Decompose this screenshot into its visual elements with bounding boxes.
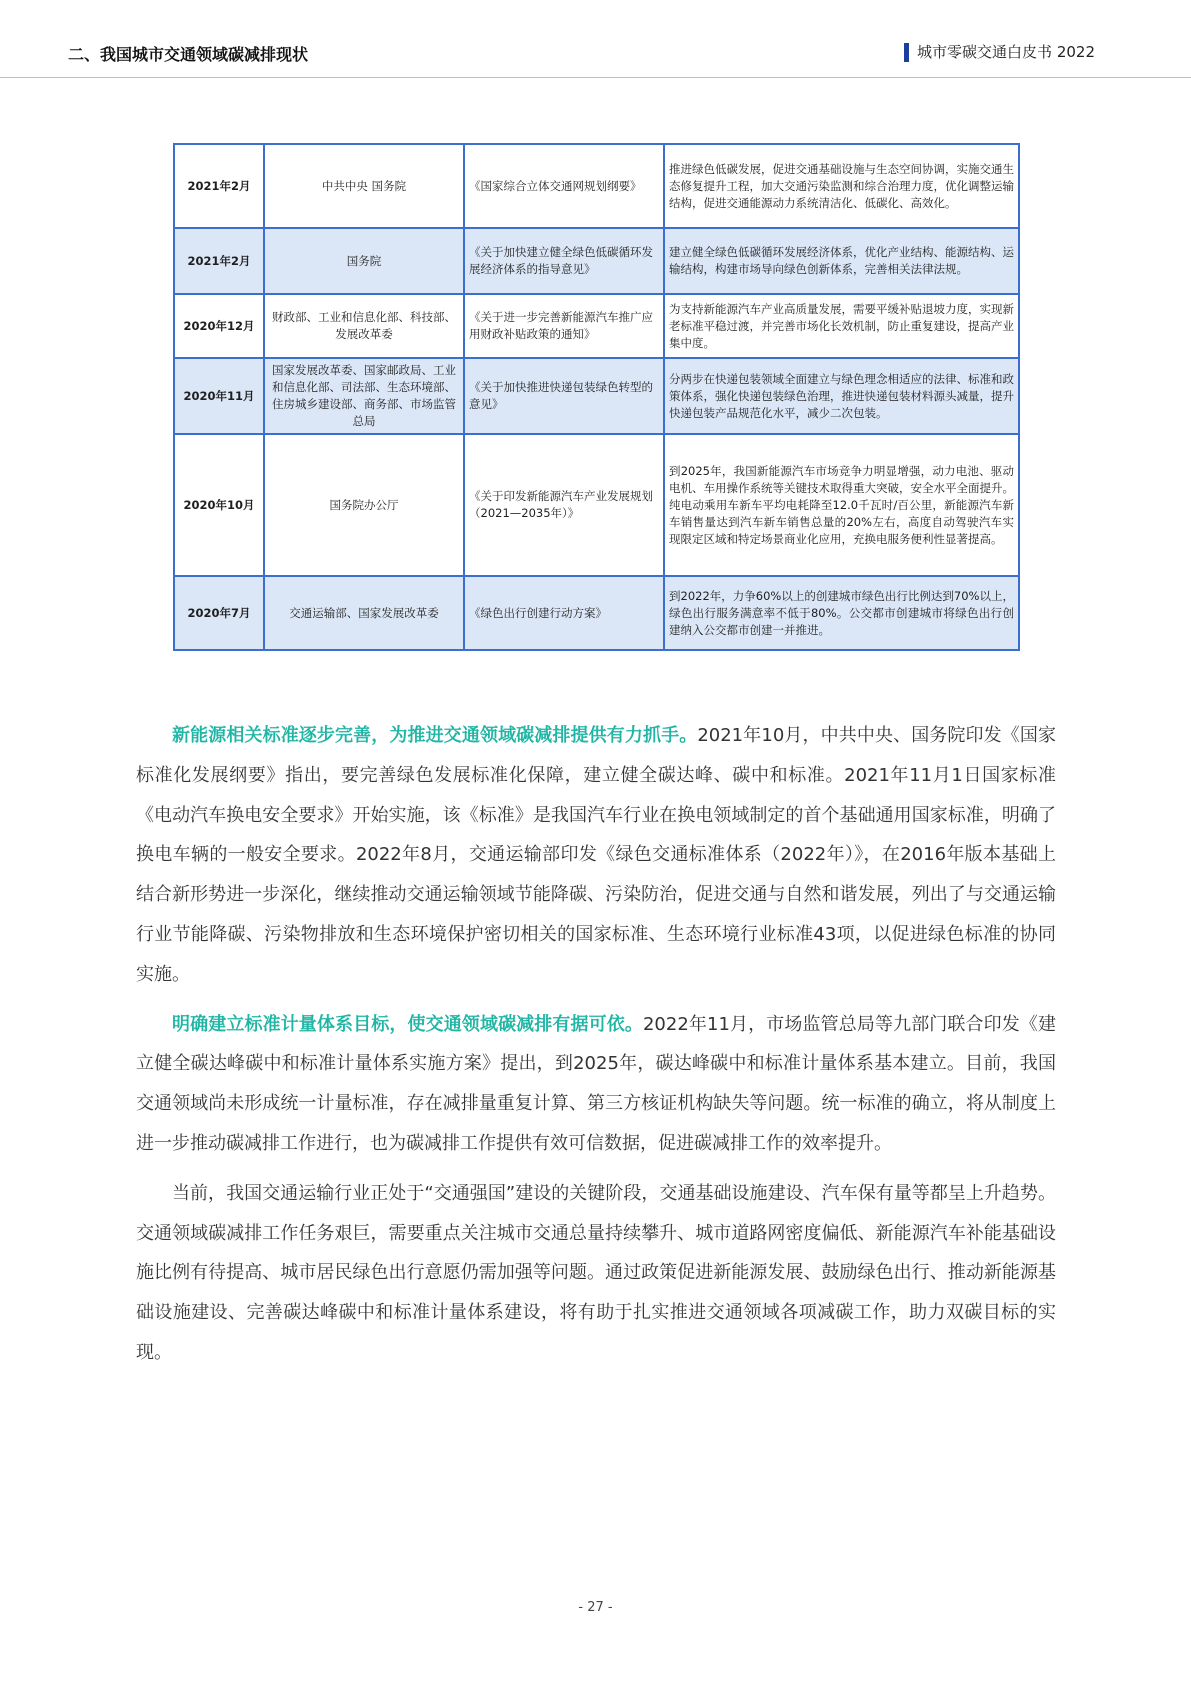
cell-date: 2021年2月: [174, 144, 264, 228]
table-row: [174, 576, 1019, 650]
cell-date: 2020年10月: [174, 434, 264, 576]
table-row: [174, 228, 1019, 294]
body-text: [136, 716, 1056, 1383]
cell-content: 分两步在快递包装领域全面建立与绿色理念相适应的法律、标准和政策体系，强化快递包装绿色治理，推进快递包装材料源头减量，提升快递包装产品规范化水平，减少二次包装。: [664, 358, 1019, 434]
cell-document: 《国家综合立体交通网规划纲要》: [464, 144, 664, 228]
table-row: [174, 144, 1019, 228]
cell-agency: 国务院: [264, 228, 464, 294]
paragraph: [136, 716, 1056, 995]
paragraph-text: 2021年10月，中共中央、国务院印发《国家标准化发展纲要》指出，要完善绿色发展标准化保障，建立健全碳达峰、碳中和标准。2021年11月1日国家标准《电动汽车换电安全要求》开始实施，该《标准》是我国汽车行业在换电领域制定的首个基础通用国家标准，明确了换电车辆的一般安全要求。2022年8月，交通运输部印发《绿色交通标准体系（2022年）》，在2016年版本基础上结合新形势进一步深化，继续推动交通运输领域节能降碳、污染防治，促进交通与自然和谐发展，列出了与交通运输行业节能降碳、污染物排放和生态环境保护密切相关的国家标准、生态环境行业标准43项，以促进绿色标准的协同实施。: [136, 725, 1056, 985]
cell-content: 建立健全绿色低碳循环发展经济体系，优化产业结构、能源结构、运输结构，构建市场导向绿色创新体系，完善相关法律法规。: [664, 228, 1019, 294]
cell-date: 2020年12月: [174, 294, 264, 358]
cell-document: 《关于印发新能源汽车产业发展规划（2021—2035年）》: [464, 434, 664, 576]
table-row: [174, 294, 1019, 358]
cell-agency: 财政部、工业和信息化部、科技部、发展改革委: [264, 294, 464, 358]
paragraph: [136, 1174, 1056, 1373]
paragraph-text: 2022年11月，市场监管总局等九部门联合印发《建立健全碳达峰碳中和标准计量体系实施方案》提出，到2025年，碳达峰碳中和标准计量体系基本建立。目前，我国交通领域尚未形成统一计量标准，存在减排量重复计算、第三方核证机构缺失等问题。统一标准的确立，将从制度上进一步推动碳减排工作进行，也为碳减排工作提供有效可信数据，促进碳减排工作的效率提升。: [136, 1013, 1056, 1154]
cell-content: 为支持新能源汽车产业高质量发展，需要平缓补贴退坡力度，实现新老标准平稳过渡，并完善市场化长效机制，防止重复建设，提高产业集中度。: [664, 294, 1019, 358]
paragraph-text: 当前，我国交通运输行业正处于“交通强国”建设的关键阶段，交通基础设施建设、汽车保有量等都呈上升趋势。交通领域碳减排工作任务艰巨，需要重点关注城市交通总量持续攀升、城市道路网密度偏低、新能源汽车补能基础设施比例有待提高、城市居民绿色出行意愿仍需加强等问题。通过政策促进新能源发展、鼓励绿色出行、推动新能源基础设施建设、完善碳达峰碳中和标准计量体系建设，将有助于扎实推进交通领域各项减碳工作，助力双碳目标的实现。: [136, 1182, 1056, 1363]
cell-agency: 国家发展改革委、国家邮政局、工业和信息化部、司法部、生态环境部、住房城乡建设部、商务部、市场监管总局: [264, 358, 464, 434]
section-title: 二、我国城市交通领域碳减排现状: [68, 45, 309, 64]
cell-content: 到2025年，我国新能源汽车市场竞争力明显增强，动力电池、驱动电机、车用操作系统等关键技术取得重大突破，安全水平全面提升。纯电动乘用车新车平均电耗降至12.0千瓦时/百公里，新能源汽车新车销售量达到汽车新车销售总量的20%左右，高度自动驾驶汽车实现限定区域和特定场景商业化应用，充换电服务便利性显著提高。: [664, 434, 1019, 576]
table-row: [174, 434, 1019, 576]
cell-date: 2020年7月: [174, 576, 264, 650]
cell-document: 《关于加快建立健全绿色低碳循环发展经济体系的指导意见》: [464, 228, 664, 294]
cell-agency: 国务院办公厅: [264, 434, 464, 576]
cell-document: 《绿色出行创建行动方案》: [464, 576, 664, 650]
publication-title: 城市零碳交通白皮书 2022: [904, 43, 1095, 62]
policy-table: [173, 143, 1020, 651]
cell-agency: 交通运输部、国家发展改革委: [264, 576, 464, 650]
cell-agency: 中共中央 国务院: [264, 144, 464, 228]
cell-date: 2020年11月: [174, 358, 264, 434]
table-row: [174, 358, 1019, 434]
cell-date: 2021年2月: [174, 228, 264, 294]
cell-content: 推进绿色低碳发展，促进交通基础设施与生态空间协调，实施交通生态修复提升工程，加大交通污染监测和综合治理力度，优化调整运输结构，促进交通能源动力系统清洁化、低碳化、高效化。: [664, 144, 1019, 228]
cell-content: 到2022年，力争60%以上的创建城市绿色出行比例达到70%以上，绿色出行服务满意率不低于80%。公交都市创建城市将绿色出行创建纳入公交都市创建一并推进。: [664, 576, 1019, 650]
page-number: - 27 -: [578, 1600, 613, 1615]
cell-document: 《关于进一步完善新能源汽车推广应用财政补贴政策的通知》: [464, 294, 664, 358]
paragraph-lead: 明确建立标准计量体系目标，使交通领域碳减排有据可依。: [172, 1013, 643, 1035]
cell-document: 《关于加快推进快递包装绿色转型的意见》: [464, 358, 664, 434]
header-divider: [0, 77, 1191, 78]
paragraph-lead: 新能源相关标准逐步完善，为推进交通领域碳减排提供有力抓手。: [172, 725, 698, 746]
paragraph: [136, 1005, 1056, 1164]
